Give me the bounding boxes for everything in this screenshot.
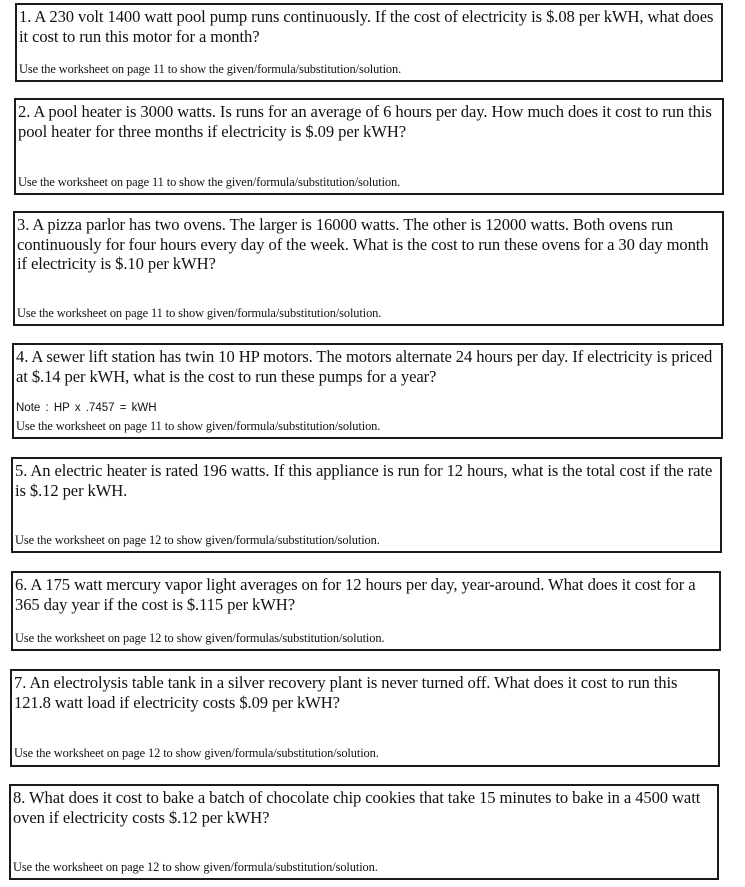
problem-1 — [15, 3, 723, 82]
worksheet-instruction: Use the worksheet on page 11 to show given/formula/substitution/solution. — [16, 419, 381, 433]
problem-text: 1. A 230 volt 1400 watt pool pump runs continuously. If the cost of electricity is $.08 per kWH, what does it cost to run this motor for a month? — [19, 7, 714, 46]
problem-text: 4. A sewer lift station has twin 10 HP motors. The motors alternate 24 hours per day. If electricity is priced at $.14 per kWH, what is the cost to run these pumps for a year? — [16, 347, 713, 386]
note-formula: Note : HP x .7457 = kWH — [16, 402, 157, 414]
problem-5 — [11, 457, 722, 553]
problem-text: 8. What does it cost to bake a batch of chocolate chip cookies that take 15 minutes to bake in a 4500 watt oven if electricity costs $.12 per kWH? — [13, 788, 701, 827]
worksheet-instruction: Use the worksheet on page 11 to show the given/formula/substitution/solution. — [18, 175, 401, 189]
worksheet-instruction: Use the worksheet on page 11 to show the given/formula/substitution/solution. — [19, 62, 402, 76]
problem-2 — [14, 98, 724, 195]
problem-8 — [9, 784, 719, 880]
problem-text: 6. A 175 watt mercury vapor light averages on for 12 hours per day, year-around. What does it cost for a 365 day year if the cost is $.115 per kWH? — [15, 575, 696, 614]
problem-text: 7. An electrolysis table tank in a silver recovery plant is never turned off. What does it cost to run this 121.8 watt load if electricity costs $.09 per kWH? — [14, 673, 678, 712]
problem-text: 3. A pizza parlor has two ovens. The larger is 16000 watts. The other is 12000 watts. Both ovens run continuously for four hours every day of the week. What is the cost to run these ovens for a 30 day month if electricity is $.10 per kWH? — [17, 215, 709, 273]
problem-7 — [10, 669, 720, 767]
worksheet-instruction: Use the worksheet on page 12 to show given/formulas/substitution/solution. — [15, 631, 385, 645]
worksheet-instruction: Use the worksheet on page 11 to show given/formula/substitution/solution. — [17, 306, 382, 320]
problem-3 — [13, 211, 724, 326]
worksheet-instruction: Use the worksheet on page 12 to show given/formula/substitution/solution. — [14, 746, 379, 760]
problem-text: 5. An electric heater is rated 196 watts. If this appliance is run for 12 hours, what is the total cost if the rate is $.12 per kWH. — [15, 461, 713, 500]
worksheet-instruction: Use the worksheet on page 12 to show given/formula/substitution/solution. — [13, 860, 378, 874]
problem-6 — [11, 571, 721, 651]
problem-4 — [12, 343, 723, 439]
worksheet-instruction: Use the worksheet on page 12 to show given/formula/substitution/solution. — [15, 533, 380, 547]
problem-text: 2. A pool heater is 3000 watts. Is runs for an average of 6 hours per day. How much does it cost to run this pool heater for three months if electricity is $.09 per kWH? — [18, 102, 712, 141]
